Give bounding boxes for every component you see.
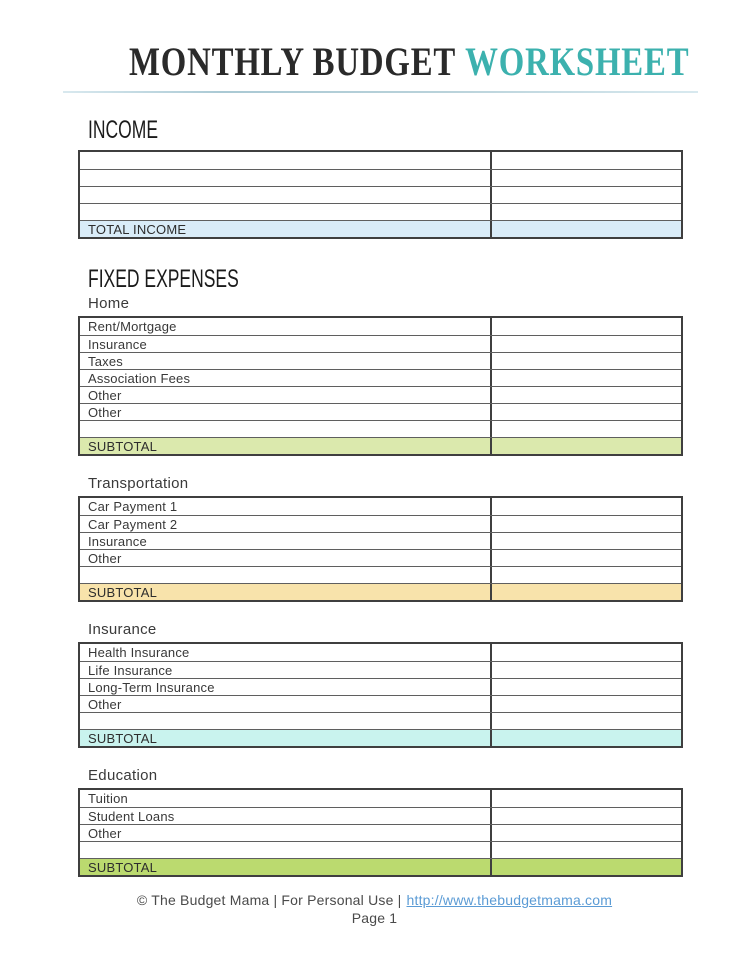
title-main: MONTHLY BUDGET [128, 39, 456, 84]
empty-label-cell [80, 204, 492, 220]
empty-label-cell [80, 187, 492, 203]
row-label: Insurance [80, 533, 492, 549]
total-value-cell [492, 221, 681, 237]
table-row [80, 152, 681, 169]
row-label: Taxes [80, 353, 492, 369]
page-title [6, 39, 689, 84]
section-heading-income [88, 116, 749, 144]
table-row [80, 695, 681, 712]
table-row [80, 678, 681, 695]
row-label: Long-Term Insurance [80, 679, 492, 695]
row-label: Student Loans [80, 808, 492, 824]
table-row [80, 549, 681, 566]
row-value-cell [492, 421, 681, 437]
row-value-cell [492, 808, 681, 824]
row-value-cell [492, 170, 681, 186]
section-heading-label: INCOME [88, 116, 158, 144]
row-value-cell [492, 550, 681, 566]
table-row-total-income [80, 220, 681, 237]
table-row [80, 824, 681, 841]
row-label: Insurance [80, 336, 492, 352]
row-value-cell [492, 842, 681, 858]
table-row [80, 498, 681, 515]
empty-label-cell [80, 713, 492, 729]
row-value-cell [492, 404, 681, 420]
row-label: Other [80, 550, 492, 566]
empty-label-cell [80, 842, 492, 858]
row-value-cell [492, 204, 681, 220]
row-value-cell [492, 498, 681, 515]
table-transportation [78, 496, 683, 602]
total-label: TOTAL INCOME [80, 221, 492, 237]
row-value-cell [492, 336, 681, 352]
total-label: SUBTOTAL [80, 438, 492, 454]
table-row [80, 532, 681, 549]
table-row [80, 790, 681, 807]
total-label: SUBTOTAL [80, 730, 492, 746]
row-label: Rent/Mortgage [80, 318, 492, 335]
table-row-subtotal [80, 729, 681, 746]
worksheet-body [0, 104, 749, 926]
section-heading-fixed-expenses [88, 265, 749, 293]
table-row [80, 712, 681, 729]
total-label: SUBTOTAL [80, 584, 492, 600]
table-row [80, 644, 681, 661]
row-label: Other [80, 696, 492, 712]
total-value-cell [492, 584, 681, 600]
subsection-heading-education: Education [88, 767, 158, 784]
table-income [78, 150, 683, 239]
row-value-cell [492, 353, 681, 369]
table-row [80, 169, 681, 186]
table-row [80, 566, 681, 583]
row-label: Association Fees [80, 370, 492, 386]
row-value-cell [492, 187, 681, 203]
row-label: Health Insurance [80, 644, 492, 661]
row-value-cell [492, 679, 681, 695]
total-label: SUBTOTAL [80, 859, 492, 875]
table-row [80, 661, 681, 678]
section-heading-label: FIXED EXPENSES [88, 265, 239, 293]
row-label: Car Payment 1 [80, 498, 492, 515]
table-education [78, 788, 683, 877]
table-row [80, 203, 681, 220]
row-value-cell [492, 790, 681, 807]
table-row [80, 515, 681, 532]
empty-label-cell [80, 170, 492, 186]
table-row [80, 403, 681, 420]
row-label: Tuition [80, 790, 492, 807]
table-row [80, 186, 681, 203]
total-value-cell [492, 730, 681, 746]
row-label: Other [80, 387, 492, 403]
row-value-cell [492, 533, 681, 549]
empty-label-cell [80, 567, 492, 583]
table-row [80, 420, 681, 437]
subsection-heading-home: Home [88, 295, 130, 312]
empty-label-cell [80, 421, 492, 437]
page-footer [0, 892, 749, 926]
table-insurance [78, 642, 683, 748]
row-label: Life Insurance [80, 662, 492, 678]
table-row [80, 807, 681, 824]
subsection-heading-transportation: Transportation [88, 475, 189, 492]
row-value-cell [492, 387, 681, 403]
table-row [80, 335, 681, 352]
table-row-subtotal [80, 583, 681, 600]
row-value-cell [492, 696, 681, 712]
row-value-cell [492, 825, 681, 841]
table-home [78, 316, 683, 456]
page-title-text [128, 39, 689, 84]
row-value-cell [492, 567, 681, 583]
table-row [80, 318, 681, 335]
row-label: Car Payment 2 [80, 516, 492, 532]
title-divider [63, 91, 698, 93]
table-row-subtotal [80, 437, 681, 454]
row-value-cell [492, 318, 681, 335]
row-value-cell [492, 370, 681, 386]
table-row-subtotal [80, 858, 681, 875]
total-value-cell [492, 859, 681, 875]
table-row [80, 352, 681, 369]
page-number: Page 1 [351, 910, 398, 926]
row-value-cell [492, 644, 681, 661]
row-value-cell [492, 516, 681, 532]
website-link[interactable]: http://www.thebudgetmama.com [406, 892, 613, 908]
table-row [80, 841, 681, 858]
row-value-cell [492, 662, 681, 678]
table-row [80, 369, 681, 386]
table-row [80, 386, 681, 403]
row-value-cell [492, 713, 681, 729]
row-value-cell [492, 152, 681, 169]
empty-label-cell [80, 152, 492, 169]
row-label: Other [80, 404, 492, 420]
total-value-cell [492, 438, 681, 454]
row-label: Other [80, 825, 492, 841]
subsection-heading-insurance: Insurance [88, 621, 157, 638]
copyright-text: © The Budget Mama | For Personal Use | [136, 892, 402, 908]
title-accent: WORKSHEET [464, 39, 689, 84]
